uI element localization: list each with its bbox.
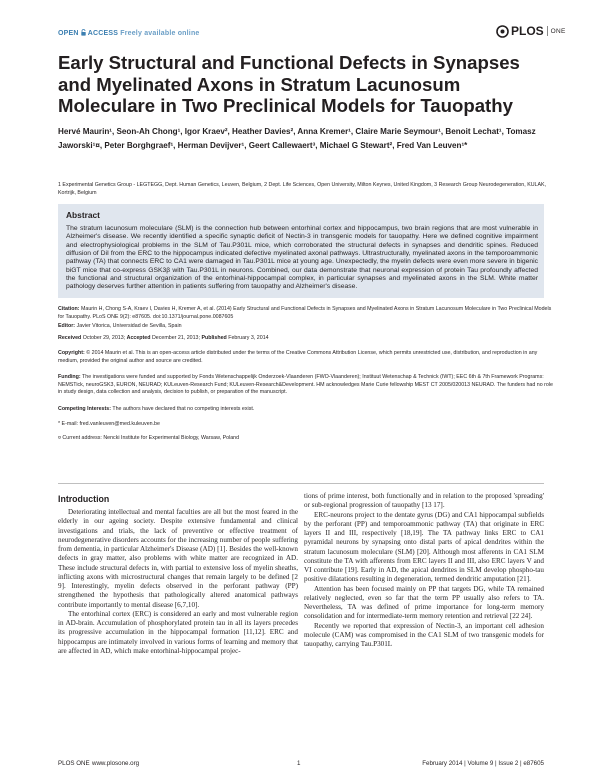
- current-address-line: ¤ Current address: Nencki Institute for Experimental Biology, Warsaw, Poland: [58, 435, 240, 441]
- freely-available-text: Freely available online: [120, 30, 200, 37]
- competing-interests-line: [58, 406, 558, 414]
- section-divider: [58, 483, 544, 484]
- funding-block: [58, 374, 558, 397]
- competing-interests-label: Competing Interests:: [58, 406, 111, 412]
- funding-label: Funding:: [58, 374, 81, 380]
- open-access-label: [58, 29, 200, 37]
- copyright-text: © 2014 Maurin et al. This is an open-access article distributed under the terms of the Creative Commons Attribution License, which permits unrestricted use, distribution, and reproduction in any medium, provided the original author and source are credited.: [58, 350, 538, 364]
- paragraph: tions of prime interest, both functionally and in relation to the proposed 'spreading' or sub-regional progression of tauopathy [13 17].: [304, 492, 544, 510]
- citation-label: Citation:: [58, 306, 80, 312]
- abstract-heading: Abstract: [66, 210, 100, 220]
- accepted-label: Accepted: [126, 335, 151, 341]
- left-column: [58, 508, 298, 656]
- citation-text: Maurin H, Chong S-A, Kraev I, Davies H, Kremer A, et al. (2014) Early Structural and Functional Defects in Synapses and Myelinated Axons in Stratum Lacunosum Moleculare in Two Preclinical Models for Tauopathy. PLoS ONE 9(2): e87605. doi:10.1371/journal.pone.0087605: [58, 306, 552, 320]
- open-access-word: OPEN: [58, 30, 79, 37]
- abstract-text: The stratum lacunosum moleculare (SLM) is the connection hub between entorhinal cortex and hippocampus, two brain regions that are most vulnerable in Alzheimer's disease. We recently identified a specific synaptic deficit of Nectin-3 in transgenic models for tauopathy. Here we defined cognitive impairment and electrophysiological problems in the SLM of Tau.P301L mice, which corroborated the structural defects in synapses and dendritic spines. Reduced diffusion of DiI from the ERC to the hippocampus indicated defective myelinated axonal pathways. Ultrastructurally, myelinated axons in the temporoammonic pathway (TA) that connects ERC to CA1 were damaged in Tau.P301L mice at young age. Unexpectedly, the myelin defects were even more severe in bigenic biGT mice that co-express GSK3β with Tau.P301L in neurons. Combined, our data demonstrate that neuronal expression of protein Tau profoundly affected the functional and structural organization of the entorhinal-hippocampal complex, in particular synapses and myelinated axons in the SLM. White matter pathology deserves further attention in patients suffering from tauopathy and Alzheimer's disease.: [66, 225, 538, 291]
- email-line[interactable]: * E-mail: fred.vanleuven@med.kuleuven.be: [58, 421, 160, 427]
- received-label: Received: [58, 335, 82, 341]
- editor-label: Editor:: [58, 323, 76, 329]
- affiliations: 1 Experimental Genetics Group - LEGTEGG, Dept. Human Genetics, Leuven, Belgium, 2 Dept. Life Sciences, Open University, Milton Keynes, United Kingdom, 3 Research Group Neurodegeneration, KULAK, Kortrijk, Belgium: [58, 182, 547, 197]
- competing-interests-text: The authors have declared that no competing interests exist.: [112, 406, 255, 412]
- paragraph: The entorhinal cortex (ERC) is considered an early and most vulnerable region in AD-brain. Accumulation of phosphorylated protein tau in all its layers precedes its progressive accumulation in the hippocampal formation [11,12]. ERC and hippocampus are intimately involved in various forms of learning and memory that are affected in AD, which make entorhinal-hippocampal projec-: [58, 609, 298, 655]
- footer-url[interactable]: www.plosone.org: [92, 760, 140, 767]
- editor-text: Javier Vitorica, Universidad de Sevilla, Spain: [76, 323, 182, 329]
- paragraph: Attention has been focused mainly on PP that targets DG, while TA remained relatively neglected, even so far that the term PP usually also refers to TA. Nevertheless, TA was defined of prime importance for long-term memory consolidation and for intermediate-term memory retention and retrieval [22 24].: [304, 584, 544, 621]
- logo-divider: [547, 26, 548, 36]
- published-date: February 3, 2014: [228, 335, 269, 341]
- copyright-block: [58, 350, 558, 365]
- abstract-box: [58, 204, 544, 298]
- access-word: ACCESS: [87, 30, 119, 37]
- funding-text: The investigations were funded and supported by Fonds Wetenschappelijk Onderzoek-Vlaanderen (FWO-Vlaanderen); Instituut Wetenschap & Technick (IWT); EEC 6th & 7th Framework Programs: NEMSTick, neuroGSK3, EURON, NEURAD; KULeuven-Research Fund; KULeuven-Research&Development. HM acknowledges Marie Curie fellowship MEST CT 2005/020013 NEURAD. The funders had no role in study design, data collection and analysis, decision to publish, or preparation of the manuscript.: [58, 374, 553, 395]
- open-access-lock-icon: [81, 30, 88, 37]
- received-date: October 29, 2013;: [82, 335, 126, 341]
- editor-line: [58, 323, 558, 331]
- citation-block: [58, 306, 558, 321]
- copyright-label: Copyright:: [58, 350, 85, 356]
- article-title: Early Structural and Functional Defects in Synapses and Myelinated Axons in Stratum Lacunosum Moleculare in Two Preclinical Models for Tauopathy: [58, 52, 520, 116]
- page-number: 1: [297, 760, 301, 767]
- paragraph: ERC-neurons project to the dentate gyrus (DG) and CA1 hippocampal subfields by the perforant (PP) and temporoammonic pathway (TA) that originate in ERC layers II and III, respectively [18,19]. The TA pathway links ERC to CA1 pyramidal neurons by synapsing onto distal parts of apical dendrites within the stratum lacunosum moleculare (SLM) [20]. Although most afferents in CA1 SLM constitute the TA with afferents from ERC layers II and III, also ERC layers V and VI contribute [19]. Early in AD, the apical dendrites in SLM develop phospho-tau positive dilatations resulting in degeneration, termed dendritic amputation [21].: [304, 510, 544, 584]
- plos-logo-icon: [496, 25, 509, 38]
- right-column: [304, 492, 544, 649]
- one-logo-text: ONE: [550, 27, 566, 35]
- section-heading-introduction: Introduction: [58, 494, 110, 504]
- published-label: Published: [201, 335, 227, 341]
- paragraph: Deteriorating intellectual and mental faculties are all but the most feared in the elderly in our ageing society. Despite extensive fundamental and clinical investigations and trials, the lack of preventive or effective treatment of neurodegenerative disorders accounts for the increasing number of people suffering from dementia, in particular Alzheimer's Disease (AD) [1]. Besides the well-known defects in gray matter, also problems with white matter are recognized in AD. These include structural defects in, with partial to extensive loss of myelin sheaths, inflicting axons with microstructural changes that remain largely to be defined [2 9]. Interestingly, myelin defects observed in the perforant pathway (PP) strengthened the hypothesis that pathologically altered anatomical pathways contribute importantly to mental disease [6,7,10].: [58, 508, 298, 609]
- accepted-date: December 21, 2013;: [151, 335, 200, 341]
- plos-one-logo[interactable]: [496, 24, 566, 38]
- author-list: Hervé Maurin¹, Seon-Ah Chong¹, Igor Kraev², Heather Davies², Anna Kremer¹, Claire Marie Seymour¹, Benoit Lechat¹, Tomasz Jaworski¹¤, Peter Borghgraef¹, Herman Devijver¹, Geert Callewaert³, Michael G Stewart², Fred Van Leuven¹*: [58, 127, 536, 150]
- paragraph: Recently we reported that expression of Nectin-3, an important cell adhesion molecule (CAM) was compromised in the CA1 SLM of two transgenic models for tauopathy, carrying Tau.P301L: [304, 621, 544, 648]
- footer-journal: PLOS ONE: [58, 760, 90, 767]
- dates-line: [58, 335, 558, 343]
- plos-logo-text: PLOS: [511, 24, 544, 38]
- footer-issue: February 2014 | Volume 9 | Issue 2 | e87605: [422, 760, 544, 767]
